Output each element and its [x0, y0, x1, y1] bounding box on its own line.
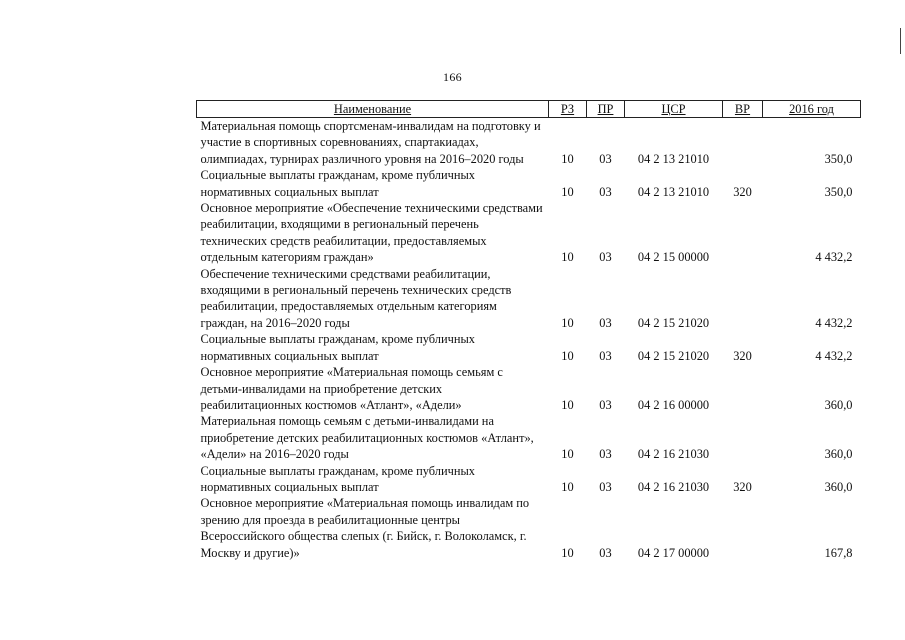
row-amount: 360,0	[824, 397, 853, 412]
row-rz: 10	[561, 151, 574, 166]
row-rz: 10	[561, 250, 574, 265]
table-row	[197, 413, 861, 462]
row-rz: 10	[561, 545, 574, 560]
table-row	[197, 167, 861, 200]
row-vr: 320	[733, 184, 752, 199]
table-row	[197, 364, 861, 413]
row-csr: 04 2 15 21020	[637, 315, 710, 330]
row-vr: 320	[733, 479, 752, 494]
header-year: 2016 год	[763, 101, 861, 118]
row-name: Основное мероприятие «Материальная помощь семьям с детьми-инвалидами на приобретение детских реабилитационных костюмов «Атлант», «Адели»	[200, 365, 503, 412]
row-csr: 04 2 17 00000	[637, 545, 710, 560]
row-pr: 03	[599, 315, 612, 330]
row-csr: 04 2 16 21030	[637, 447, 710, 462]
row-rz: 10	[561, 348, 574, 363]
row-amount: 4 432,2	[815, 315, 853, 330]
row-vr	[723, 266, 763, 332]
row-name: Социальные выплаты гражданам, кроме публичных нормативных социальных выплат	[200, 168, 475, 199]
table-header-row	[197, 101, 861, 118]
header-vr: ВР	[723, 101, 763, 118]
row-pr: 03	[599, 250, 612, 265]
row-name: Материальная помощь спортсменам-инвалидам на подготовку и участие в спортивных соревнованиях, спартакиадах, олимпиадах, турнирах различного уровня на 2016–2020 годы	[200, 119, 541, 166]
row-amount: 360,0	[824, 447, 853, 462]
row-amount: 360,0	[824, 479, 853, 494]
row-name: Социальные выплаты гражданам, кроме публичных нормативных социальных выплат	[200, 332, 475, 363]
row-rz: 10	[561, 447, 574, 462]
row-csr: 04 2 15 00000	[637, 250, 710, 265]
row-amount: 350,0	[824, 184, 853, 199]
row-pr: 03	[599, 348, 612, 363]
row-name: Основное мероприятие «Материальная помощь инвалидам по зрению для проезда в реабилитационные центры Всероссийского общества слепых (г. Бийск, г. Волоколамск, г. Москву и другие)»	[200, 496, 530, 560]
row-name: Материальная помощь семьям с детьми-инвалидами на приобретение детских реабилитационных костюмов «Атлант», «Адели» на 2016–2020 годы	[200, 414, 534, 462]
table-row	[197, 200, 861, 266]
row-csr: 04 2 15 21020	[637, 348, 710, 363]
header-name: Наименование	[197, 101, 549, 118]
header-pr: ПР	[587, 101, 625, 118]
row-pr: 03	[599, 151, 612, 166]
row-rz: 10	[561, 397, 574, 412]
row-name: Обеспечение техническими средствами реабилитации, входящими в региональный перечень технических средств реабилитации, предоставляемых отдельным категориям граждан, на 2016–2020 годы	[200, 266, 512, 330]
row-vr	[723, 200, 763, 266]
row-pr: 03	[599, 479, 612, 494]
row-vr	[723, 413, 763, 462]
table-row	[197, 118, 861, 168]
row-vr	[723, 495, 763, 561]
row-vr: 320	[733, 348, 752, 363]
row-pr: 03	[599, 545, 612, 560]
scan-edge-mark	[900, 28, 901, 54]
row-csr: 04 2 16 21030	[637, 479, 710, 494]
row-rz: 10	[561, 184, 574, 199]
table-row	[197, 331, 861, 364]
page-number: 166	[443, 70, 462, 84]
table-row	[197, 266, 861, 332]
row-amount: 350,0	[824, 151, 853, 166]
row-pr: 03	[599, 184, 612, 199]
row-name: Социальные выплаты гражданам, кроме публичных нормативных социальных выплат	[200, 463, 475, 494]
row-rz: 10	[561, 479, 574, 494]
row-csr: 04 2 13 21010	[637, 151, 710, 166]
row-amount: 4 432,2	[815, 250, 853, 265]
row-vr	[723, 364, 763, 413]
row-name: Основное мероприятие «Обеспечение техническими средствами реабилитации, входящими в региональный перечень технических средств реабилитации, предоставляемых отдельным категориям граждан»	[200, 201, 543, 265]
row-pr: 03	[599, 397, 612, 412]
row-csr: 04 2 13 21010	[637, 184, 710, 199]
row-vr	[723, 118, 763, 168]
row-rz: 10	[561, 315, 574, 330]
row-pr: 03	[599, 447, 612, 462]
row-amount: 4 432,2	[815, 348, 853, 363]
budget-table	[196, 100, 861, 561]
header-rz: РЗ	[549, 101, 587, 118]
table-row	[197, 463, 861, 496]
table-row	[197, 495, 861, 561]
header-csr: ЦСР	[625, 101, 723, 118]
row-csr: 04 2 16 00000	[637, 397, 710, 412]
row-amount: 167,8	[824, 545, 853, 560]
